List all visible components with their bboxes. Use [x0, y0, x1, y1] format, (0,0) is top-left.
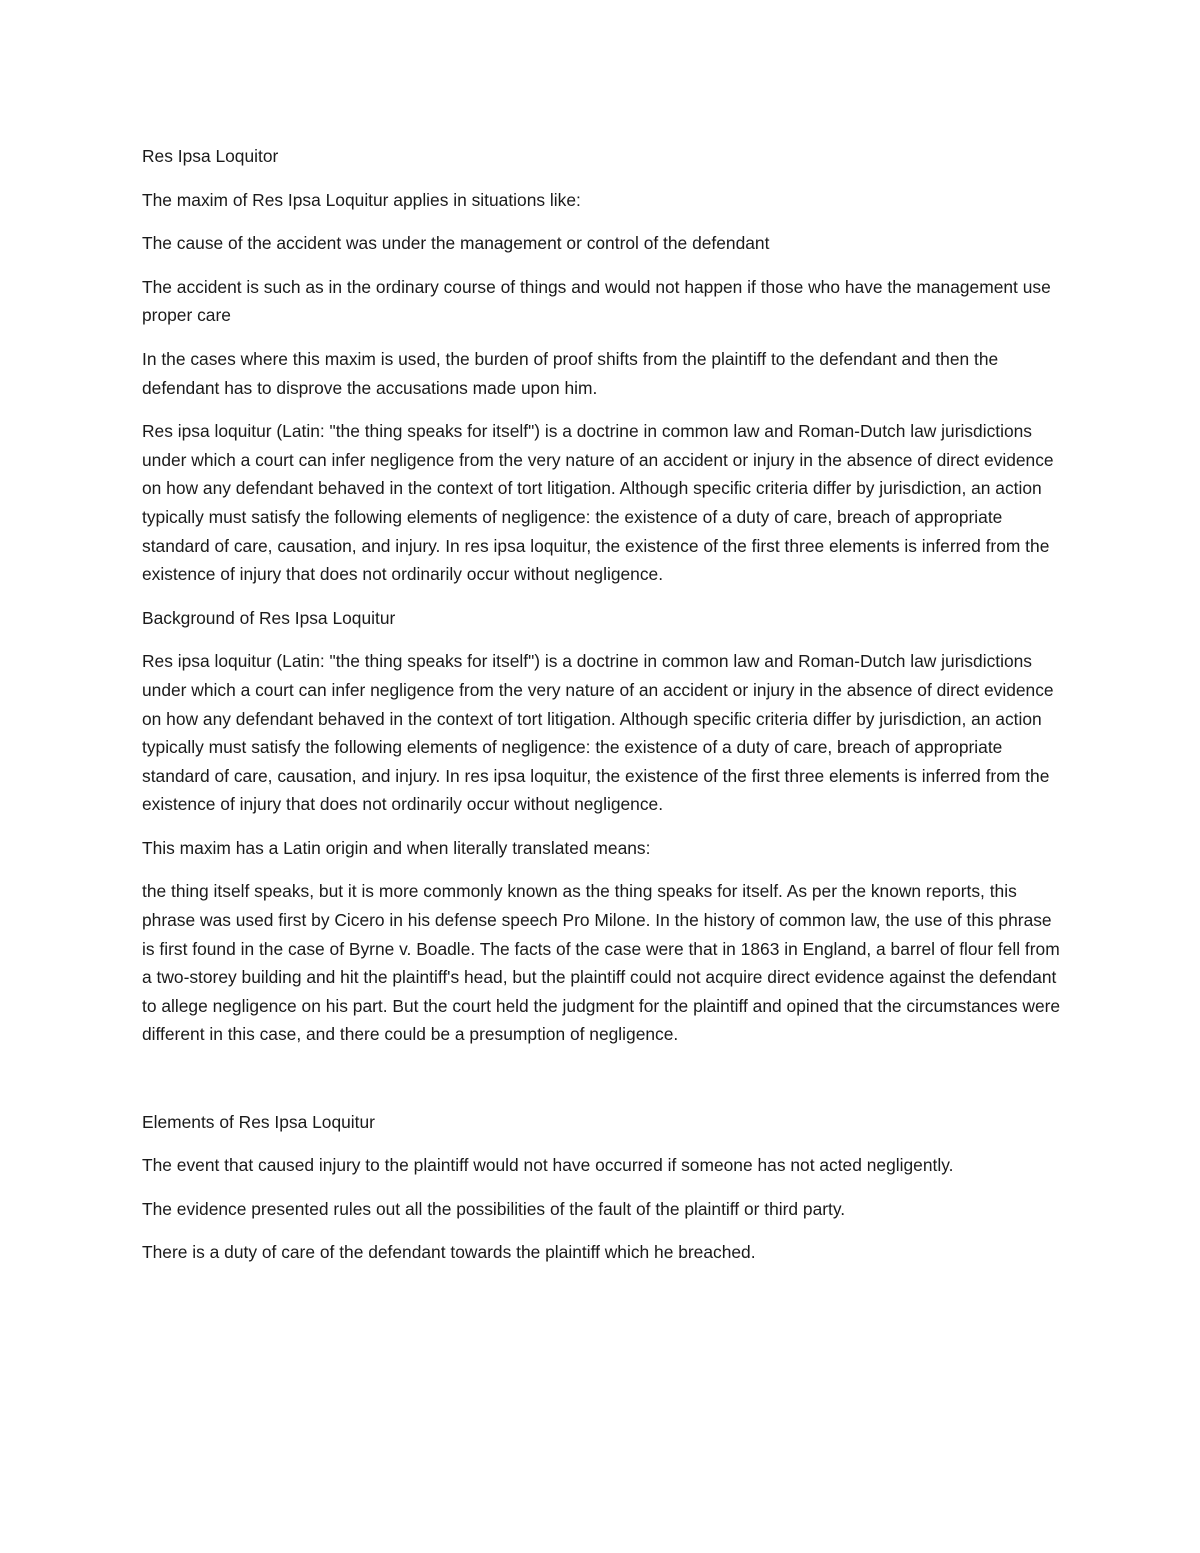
paragraph-latin-origin: This maxim has a Latin origin and when literally translated means: — [142, 837, 651, 858]
paragraph-burden-of-proof: In the cases where this maxim is used, the burden of proof shifts from the plaintiff to the defendant and then the defendant has to disprove the accusations made upon him. — [142, 348, 999, 398]
paragraph-situation-ordinary-course: The accident is such as in the ordinary course of things and would not happen if those who have the management use proper care — [142, 276, 1051, 326]
paragraph-situation-control: The cause of the accident was under the management or control of the defendant — [142, 233, 770, 254]
blank-line — [142, 1064, 1067, 1093]
heading-background: Background of Res Ipsa Loquitur — [142, 607, 396, 628]
paragraph-definition: Res ipsa loquitur (Latin: "the thing speaks for itself") is a doctrine in common law and Roman-Dutch law jurisdictions under which a court can infer negligence from the very nature of an accident or injury in the absence of direct evidence on how any defendant behaved in the context of tort litigation. Although specific criteria differ by jurisdiction, an action typically must satisfy the following elements of negligence: the existence of a duty of care, breach of appropriate standard of care, causation, and injury. In res ipsa loquitur, the existence of the first three elements is inferred from the existence of injury that does not ordinarily occur without negligence. — [142, 421, 1054, 585]
paragraph-maxim-intro: The maxim of Res Ipsa Loquitur applies in situations like: — [142, 189, 581, 210]
paragraph-element-negligence: The event that caused injury to the plaintiff would not have occurred if someone has not acted negligently. — [142, 1155, 954, 1176]
paragraph-element-duty: There is a duty of care of the defendant towards the plaintiff which he breached. — [142, 1242, 756, 1263]
heading-elements: Elements of Res Ipsa Loquitur — [142, 1111, 375, 1132]
paragraph-element-evidence: The evidence presented rules out all the possibilities of the fault of the plaintiff or third party. — [142, 1198, 846, 1219]
paragraph-background-definition: Res ipsa loquitur (Latin: "the thing speaks for itself") is a doctrine in common law and Roman-Dutch law jurisdictions under which a court can infer negligence from the very nature of an accident or injury in the absence of direct evidence on how any defendant behaved in the context of tort litigation. Although specific criteria differ by jurisdiction, an action typically must satisfy the following elements of negligence: the existence of a duty of care, breach of appropriate standard of care, causation, and injury. In res ipsa loquitur, the existence of the first three elements is inferred from the existence of injury that does not ordinarily occur without negligence. — [142, 651, 1054, 815]
document-title: Res Ipsa Loquitor — [142, 146, 279, 166]
paragraph-history: the thing itself speaks, but it is more commonly known as the thing speaks for itself. As per the known reports, this phrase was used first by Cicero in his defense speech Pro Milone. In the history of common law, the use of this phrase is first found in the case of Byrne v. Boadle. The facts of the case were that in 1863 in England, a barrel of flour fell from a two-storey building and hit the plaintiff's head, but the plaintiff could not acquire direct evidence against the defendant to allege negligence on his part. But the court held the judgment for the plaintiff and opined that the circumstances were different in this case, and there could be a presumption of negligence. — [142, 881, 1061, 1045]
document-body — [142, 142, 1067, 1282]
